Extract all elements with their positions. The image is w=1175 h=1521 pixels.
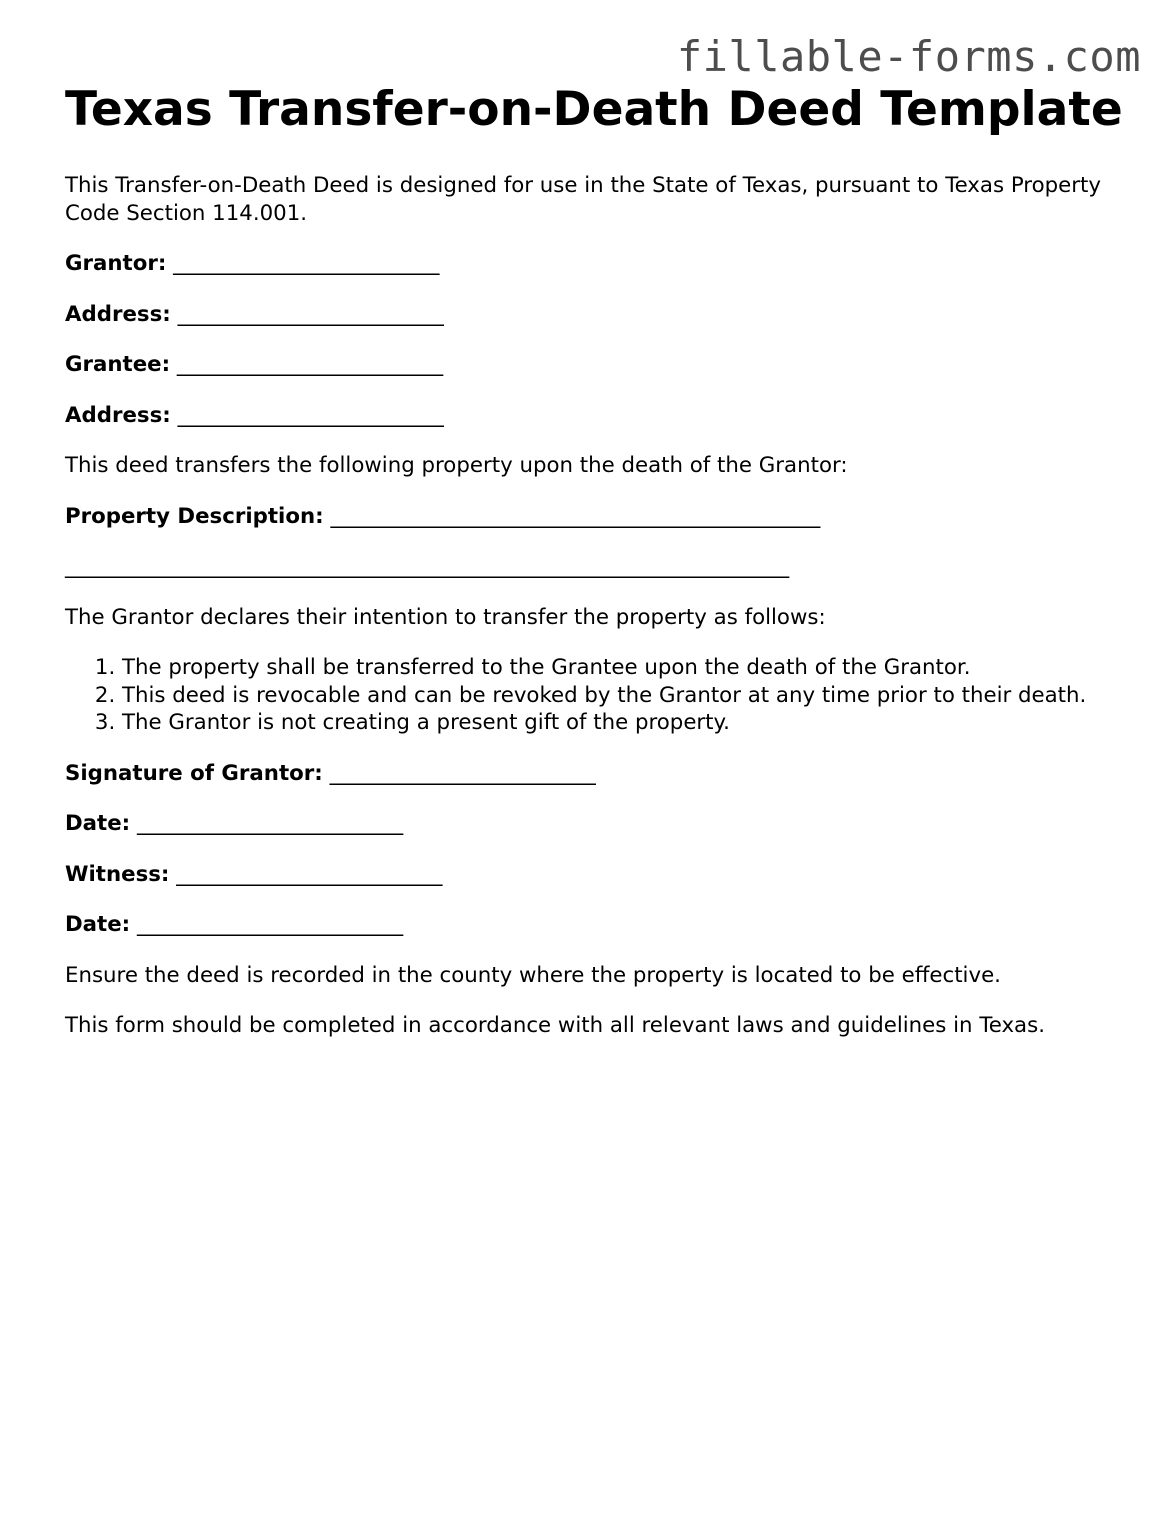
witness-blank[interactable]: _________________________ bbox=[176, 861, 443, 887]
transfer-statement: This deed transfers the following property upon the death of the Grantor: bbox=[65, 453, 848, 478]
grantee-address-label: Address: bbox=[65, 402, 171, 428]
witness-field[interactable] bbox=[65, 861, 1115, 889]
grantee-address-blank[interactable]: _________________________ bbox=[177, 402, 444, 428]
terms-list bbox=[65, 654, 1115, 737]
witness-date-label: Date: bbox=[65, 912, 131, 937]
witness-date-field[interactable] bbox=[65, 911, 1115, 939]
grantee-label: Grantee: bbox=[65, 352, 171, 377]
signature-date-blank[interactable]: _________________________ bbox=[136, 811, 404, 836]
grantor-blank[interactable]: _________________________ bbox=[173, 251, 440, 276]
grantor-address-label: Address: bbox=[65, 301, 171, 327]
grantee-field[interactable] bbox=[65, 351, 1115, 379]
grantee-address-field[interactable] bbox=[65, 402, 1115, 430]
signature-blank[interactable]: _________________________ bbox=[329, 760, 596, 786]
grantor-field[interactable] bbox=[65, 250, 1115, 278]
list-item: 2. This deed is revocable and can be revoked by the Grantor at any time prior to their death. bbox=[122, 682, 1115, 710]
grantor-address-blank[interactable]: _________________________ bbox=[177, 301, 444, 327]
list-item: 1. The property shall be transferred to the Grantee upon the death of the Grantor. bbox=[122, 654, 1115, 682]
property-description-blank[interactable]: ______________________________________________ bbox=[330, 503, 821, 529]
signature-date-label: Date: bbox=[65, 811, 131, 836]
signature-field[interactable] bbox=[65, 760, 1115, 788]
property-description-label: Property Description: bbox=[65, 503, 324, 529]
signature-date-field[interactable] bbox=[65, 810, 1115, 838]
grantor-address-field[interactable] bbox=[65, 301, 1115, 329]
property-description-field[interactable] bbox=[65, 503, 1115, 531]
document-title: Texas Transfer-on-Death Deed Template bbox=[65, 82, 1123, 137]
intention-statement: The Grantor declares their intention to transfer the property as follows: bbox=[65, 604, 826, 630]
compliance-note: This form should be completed in accordance with all relevant laws and guidelines in Texas. bbox=[65, 1013, 1045, 1038]
intro-paragraph: This Transfer-on-Death Deed is designed for use in the State of Texas, pursuant to Texas Property Code Section 114.001. bbox=[65, 173, 1101, 226]
signature-label: Signature of Grantor: bbox=[65, 760, 323, 786]
recording-note: Ensure the deed is recorded in the county where the property is located to be effective. bbox=[65, 962, 1001, 988]
watermark: fillable-forms.com bbox=[676, 32, 1141, 81]
list-item: 3. The Grantor is not creating a present gift of the property. bbox=[122, 709, 1115, 737]
witness-date-blank[interactable]: _________________________ bbox=[136, 912, 404, 937]
grantee-blank[interactable]: _________________________ bbox=[176, 352, 444, 377]
property-description-blank-line2[interactable]: ____________________________________________________________________ bbox=[65, 554, 790, 579]
grantor-label: Grantor: bbox=[65, 251, 167, 276]
document-page bbox=[65, 80, 1123, 1040]
witness-label: Witness: bbox=[65, 861, 170, 887]
